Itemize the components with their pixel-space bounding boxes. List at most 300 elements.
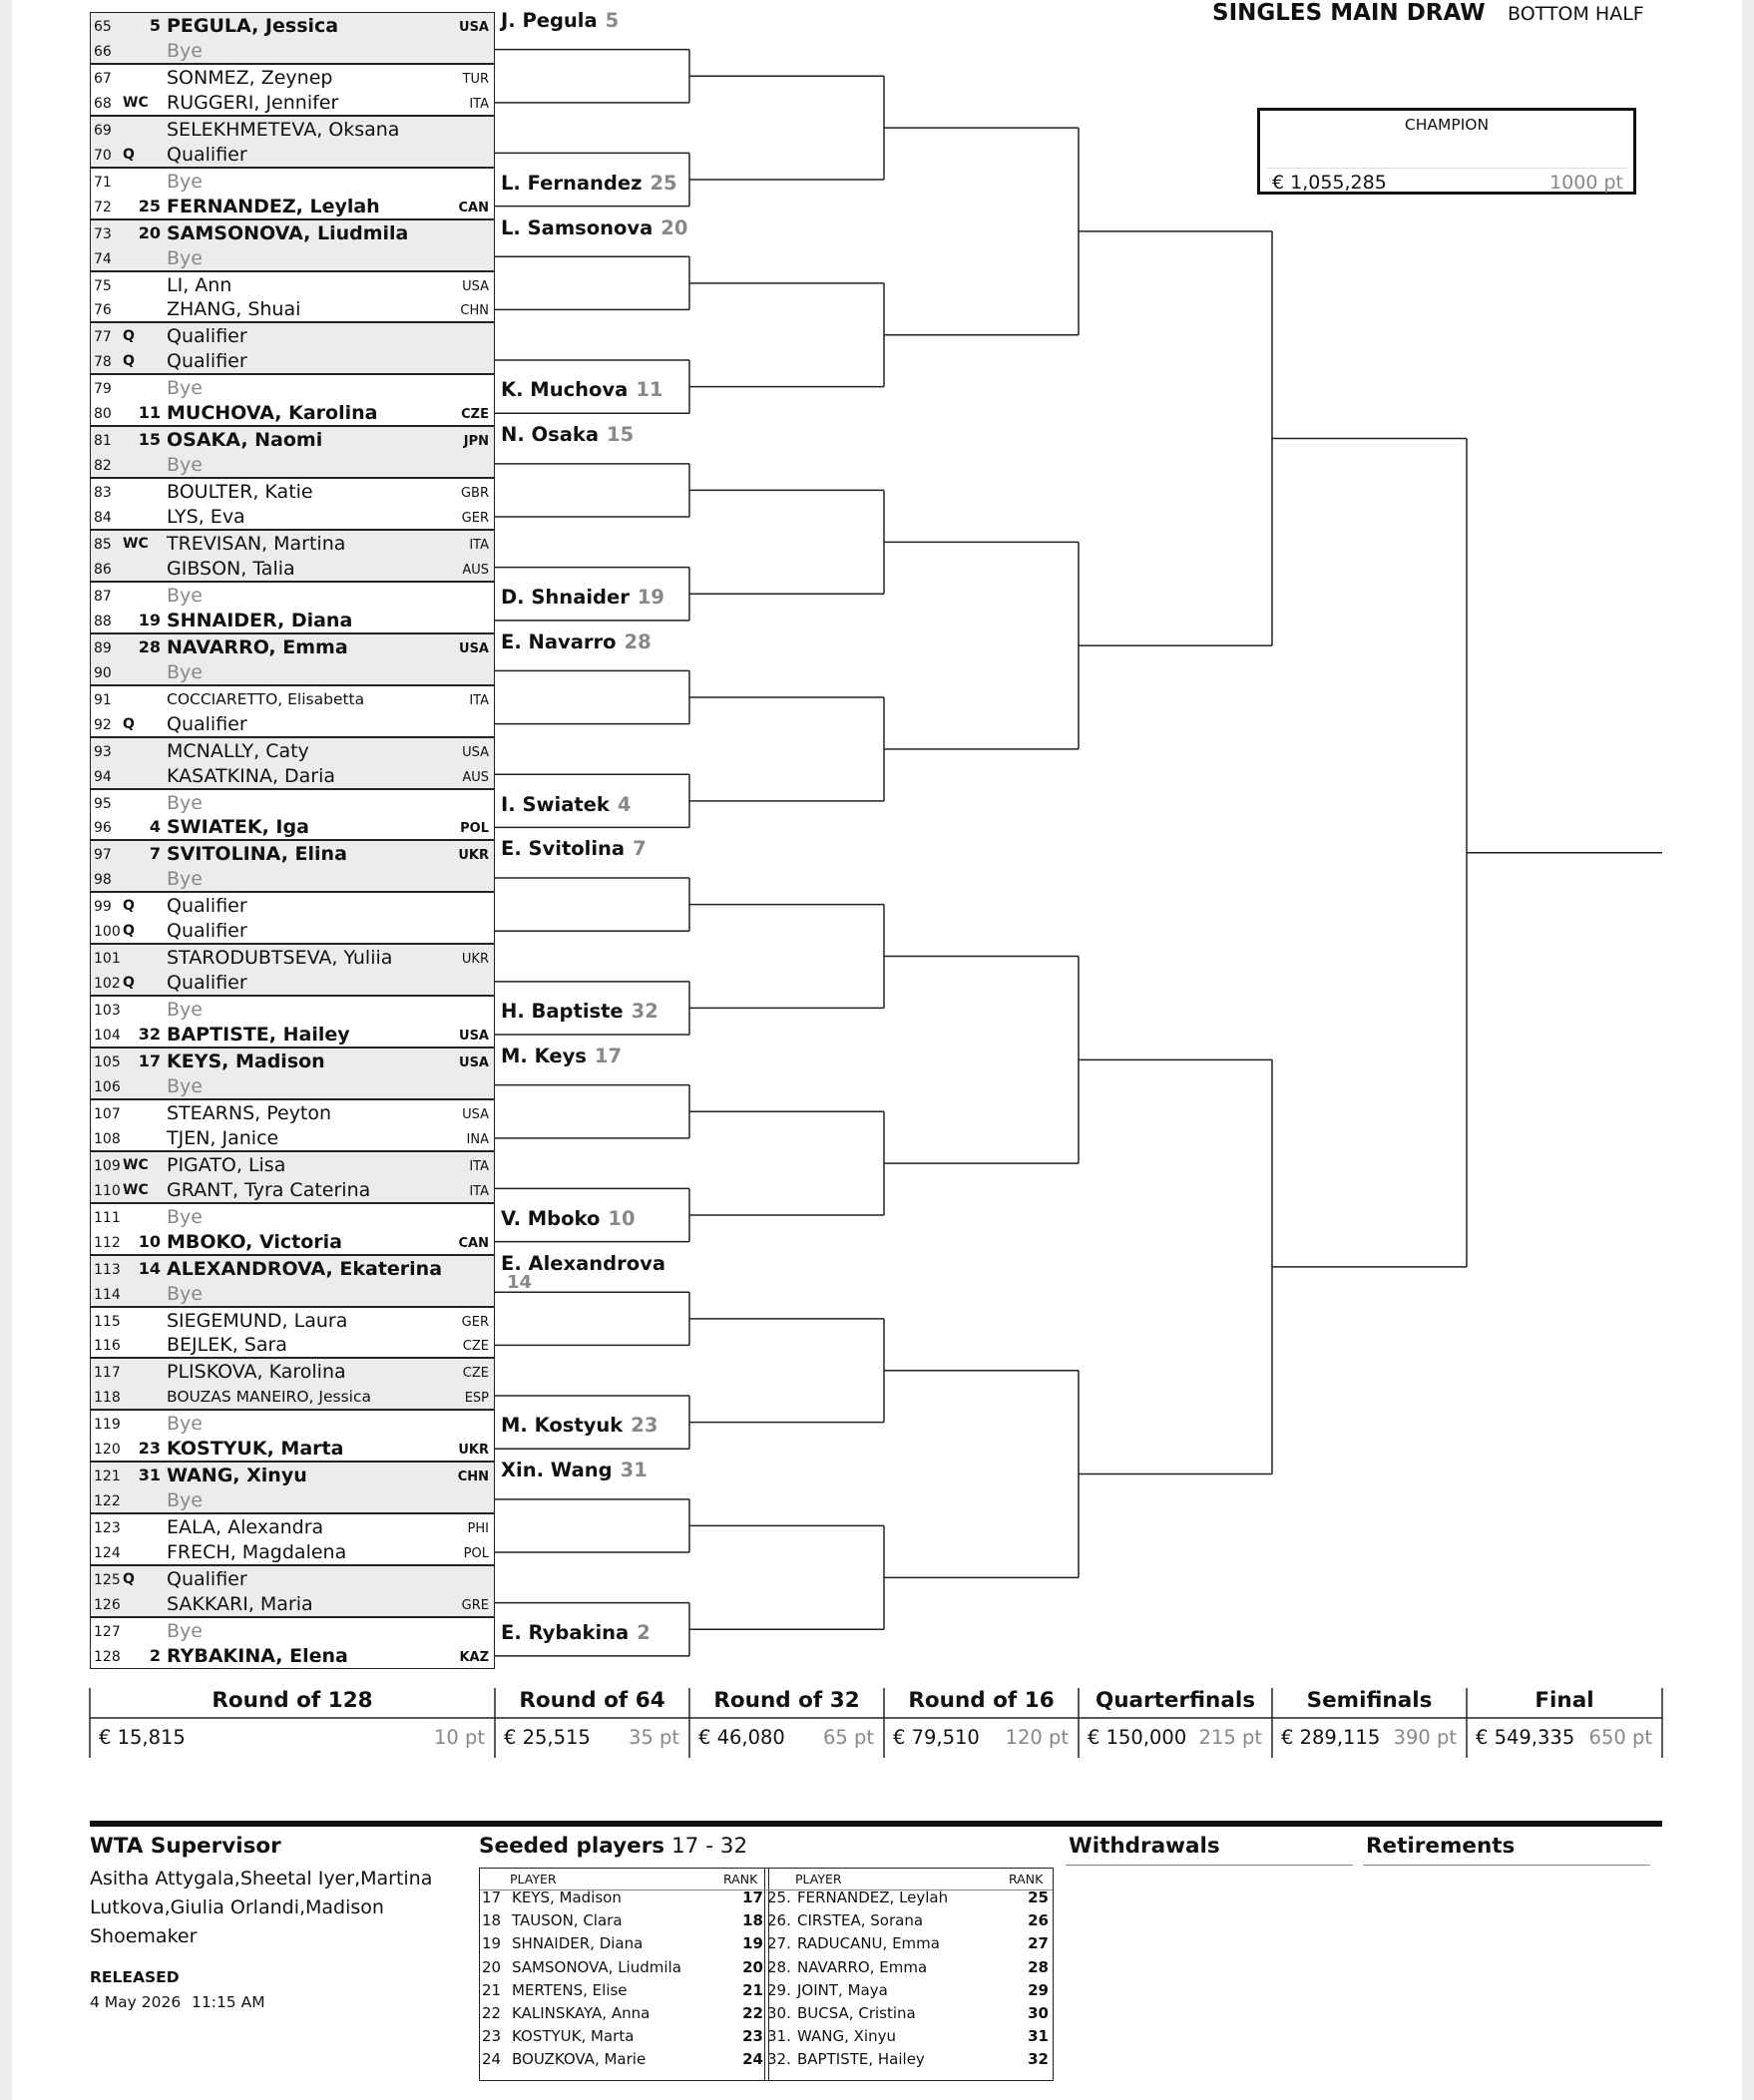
player-name: Bye <box>167 39 203 62</box>
draw-position: 78 <box>94 354 112 371</box>
seed-number: 25 <box>138 196 161 215</box>
champion-prize: € 1,055,285 <box>1272 172 1387 194</box>
advanced-player-name: Xin. Wang <box>501 1459 613 1482</box>
draw-row <box>90 1048 495 1073</box>
player-name: Bye <box>167 868 203 891</box>
advanced-player <box>501 9 619 32</box>
round-points: 215 pt <box>1198 1726 1262 1749</box>
advanced-player-seed: 15 <box>607 423 635 447</box>
seeded-title: Seeded players <box>479 1834 665 1859</box>
draw-row <box>90 1203 495 1229</box>
seed-number: 17 <box>138 1051 161 1070</box>
round-name: Final <box>1535 1688 1594 1713</box>
draw-row <box>90 504 495 530</box>
draw-row <box>90 530 495 556</box>
round-points: 10 pt <box>433 1726 485 1749</box>
country-code: CHN <box>457 1470 489 1485</box>
player-name: KASATKINA, Daria <box>167 764 336 787</box>
advanced-player-name: K. Muchova <box>501 378 629 402</box>
draw-position: 72 <box>94 199 112 215</box>
draw-position: 113 <box>94 1261 121 1278</box>
draw-position: 94 <box>94 768 112 785</box>
country-code: AUS <box>462 769 489 785</box>
draw-row <box>90 1229 495 1255</box>
draw-row <box>90 194 495 219</box>
player-name: TREVISAN, Martina <box>167 533 346 555</box>
seed-number: 31. <box>767 2027 791 2046</box>
seed-rank: 22 <box>742 2004 763 2022</box>
draw-position: 124 <box>94 1545 121 1562</box>
advanced-player <box>501 630 652 653</box>
advanced-player <box>501 1252 665 1293</box>
draw-position: 99 <box>94 899 112 916</box>
country-code: USA <box>462 744 489 760</box>
seed-rank: 26 <box>1028 1911 1049 1930</box>
round-name: Round of 16 <box>908 1688 1055 1713</box>
seed-rank: 24 <box>742 2050 763 2069</box>
advanced-player <box>501 837 647 860</box>
champion-box <box>1257 108 1636 195</box>
seed-player-name: SAMSONOVA, Liudmila <box>512 1957 681 1976</box>
seed-number: 4 <box>149 817 161 837</box>
draw-position: 117 <box>94 1365 121 1382</box>
country-code: POL <box>463 1546 489 1562</box>
advanced-player-name: N. Osaka <box>501 423 599 447</box>
draw-row <box>90 1643 495 1669</box>
draw-position: 121 <box>94 1469 121 1485</box>
withdrawals-rule <box>1066 1865 1353 1866</box>
player-name: MBOKO, Victoria <box>167 1230 342 1253</box>
seed-number: 29. <box>767 1980 791 1999</box>
advanced-player-name: L. Fernandez <box>501 171 643 195</box>
country-code: JPN <box>463 434 489 450</box>
draw-position: 73 <box>94 225 112 242</box>
draw-position: 116 <box>94 1338 121 1355</box>
player-name: MUCHOVA, Karolina <box>167 402 378 425</box>
released-date: 4 May 2026 <box>90 1993 182 2011</box>
round-points: 35 pt <box>628 1726 679 1749</box>
advanced-player <box>501 423 634 446</box>
draw-position: 76 <box>94 302 112 319</box>
seed-number: 23 <box>482 2027 502 2046</box>
round-points: 650 pt <box>1588 1726 1652 1749</box>
player-name: PLISKOVA, Karolina <box>167 1361 346 1384</box>
draw-row <box>90 245 495 271</box>
draw-row <box>90 814 495 840</box>
seed-player-name: RADUCANU, Emma <box>797 1934 940 1953</box>
country-code: ESP <box>464 1391 489 1407</box>
draw-position: 104 <box>94 1028 121 1045</box>
seed-rank: 21 <box>742 1980 763 1999</box>
seed-rank: 19 <box>742 1934 763 1953</box>
draw-row <box>90 1177 495 1203</box>
draw-position: 128 <box>94 1648 121 1665</box>
draw-row <box>90 38 495 64</box>
seeded-players-table <box>479 1868 1054 2081</box>
seed-number: 22 <box>482 2004 502 2022</box>
draw-row <box>90 1565 495 1591</box>
advanced-player-seed: 20 <box>660 215 688 239</box>
advanced-player-name: L. Samsonova <box>501 215 654 239</box>
draw-position: 92 <box>94 716 112 733</box>
draw-row <box>90 789 495 815</box>
advanced-player <box>501 793 631 816</box>
draw-row <box>90 1384 495 1410</box>
advanced-player <box>501 1207 636 1230</box>
seed-player-name: KALINSKAYA, Anna <box>512 2004 651 2022</box>
player-name: BEJLEK, Sara <box>167 1334 287 1357</box>
round-prize: € 289,115 <box>1281 1726 1381 1749</box>
seed-player-name: MERTENS, Elise <box>512 1980 628 1999</box>
draw-row <box>90 1332 495 1358</box>
advanced-player-seed: 19 <box>637 585 664 609</box>
seed-player-name: JOINT, Maya <box>797 1980 888 1999</box>
seed-player-name: BOUZKOVA, Marie <box>512 2050 647 2069</box>
page-subtitle: BOTTOM HALF <box>1508 3 1644 25</box>
draw-row <box>90 1358 495 1384</box>
draw-row <box>90 1307 495 1333</box>
retirements-title: Retirements <box>1366 1834 1516 1859</box>
draw-row <box>90 659 495 685</box>
country-code: USA <box>462 278 489 294</box>
advanced-player-name: M. Keys <box>501 1045 587 1067</box>
draw-row <box>90 1591 495 1617</box>
draw-row <box>90 426 495 452</box>
player-name: Qualifier <box>167 712 247 735</box>
player-name: SIEGEMUND, Laura <box>167 1309 348 1332</box>
draw-row <box>90 1022 495 1048</box>
entry-type: WC <box>123 94 149 111</box>
round-prize: € 79,510 <box>893 1726 980 1749</box>
draw-position: 86 <box>94 561 112 578</box>
seed-number: 23 <box>138 1439 161 1459</box>
player-name: SVITOLINA, Elina <box>167 843 347 866</box>
seed-divider <box>768 1869 769 2080</box>
draw-position: 74 <box>94 250 112 267</box>
country-code: USA <box>459 640 489 656</box>
player-name: SONMEZ, Zeynep <box>167 66 333 89</box>
draw-row <box>90 556 495 582</box>
round-prize: € 150,000 <box>1088 1726 1187 1749</box>
advanced-player-seed: 17 <box>594 1045 623 1067</box>
draw-row <box>90 1281 495 1307</box>
draw-position: 106 <box>94 1078 121 1095</box>
country-code: ITA <box>469 96 489 112</box>
player-name: BOULTER, Katie <box>167 481 313 504</box>
draw-row <box>90 1513 495 1539</box>
advanced-player-name: E. Svitolina <box>501 837 626 861</box>
advanced-player-seed: 2 <box>637 1620 651 1644</box>
draw-position: 98 <box>94 872 112 889</box>
player-name: ALEXANDROVA, Ekaterina <box>167 1257 443 1280</box>
round-prize: € 549,335 <box>1476 1726 1575 1749</box>
country-code: POL <box>460 821 489 837</box>
seed-col-player: PLAYER <box>795 1872 842 1887</box>
draw-position: 90 <box>94 664 112 681</box>
country-code: USA <box>459 1029 489 1045</box>
player-name: Bye <box>167 1413 203 1436</box>
player-name: GRANT, Tyra Caterina <box>167 1178 371 1201</box>
player-name: Bye <box>167 1282 203 1305</box>
player-name: MCNALLY, Caty <box>167 739 309 762</box>
seed-number: 19 <box>138 610 161 630</box>
draw-row <box>90 1151 495 1177</box>
country-code: CZE <box>462 1366 489 1382</box>
draw-row <box>90 1539 495 1565</box>
draw-row <box>90 608 495 633</box>
champion-divider <box>1266 168 1627 169</box>
draw-position: 127 <box>94 1623 121 1640</box>
player-name: OSAKA, Naomi <box>167 429 323 452</box>
seed-number: 10 <box>138 1231 161 1251</box>
seed-rank: 31 <box>1028 2027 1049 2046</box>
draw-position: 81 <box>94 433 112 450</box>
draw-row <box>90 918 495 944</box>
draw-position: 82 <box>94 458 112 475</box>
seed-rank: 23 <box>742 2027 763 2046</box>
seed-rank: 28 <box>1028 1957 1049 1976</box>
released-time: 11:15 AM <box>192 1993 265 2011</box>
entry-type: Q <box>123 353 135 370</box>
draw-position: 83 <box>94 485 112 502</box>
draw-position: 109 <box>94 1157 121 1174</box>
seed-number: 21 <box>482 1980 502 1999</box>
advanced-player <box>501 378 662 401</box>
advanced-player-seed: 28 <box>624 630 652 653</box>
entry-type: WC <box>123 1156 149 1173</box>
seed-number: 30. <box>767 2004 791 2022</box>
draw-row <box>90 271 495 297</box>
seed-player-name: NAVARRO, Emma <box>797 1957 928 1976</box>
seed-col-rank: RANK <box>1009 1872 1044 1887</box>
advanced-player-name: V. Mboko <box>501 1206 601 1230</box>
draw-row <box>90 1073 495 1099</box>
country-code: AUS <box>462 562 489 578</box>
country-code: PHI <box>467 1521 489 1537</box>
draw-row <box>90 1410 495 1436</box>
draw-row <box>90 478 495 504</box>
player-name: KOSTYUK, Marta <box>167 1438 344 1461</box>
advanced-player-name: J. Pegula <box>501 9 598 32</box>
player-name: Qualifier <box>167 972 247 995</box>
withdrawals-title: Withdrawals <box>1069 1834 1220 1859</box>
advanced-player-seed: 11 <box>636 378 663 402</box>
draw-row <box>90 64 495 90</box>
draw-position: 65 <box>94 19 112 35</box>
player-name: Bye <box>167 1074 203 1097</box>
player-name: SWIATEK, Iga <box>167 816 309 839</box>
seed-rank: 25 <box>1028 1889 1049 1906</box>
player-name: SAKKARI, Maria <box>167 1592 313 1615</box>
entry-type: Q <box>123 715 135 732</box>
player-name: NAVARRO, Emma <box>167 635 348 658</box>
advanced-player <box>501 216 687 239</box>
supervisor-title: WTA Supervisor <box>90 1834 281 1859</box>
seed-player-name: CIRSTEA, Sorana <box>797 1911 924 1930</box>
draw-row <box>90 996 495 1022</box>
advanced-player-seed: 10 <box>608 1206 636 1230</box>
player-name: Bye <box>167 454 203 477</box>
draw-position: 96 <box>94 820 112 837</box>
round-name: Round of 32 <box>713 1688 860 1713</box>
country-code: CAN <box>458 200 489 215</box>
entry-type: Q <box>123 923 135 940</box>
seed-player-name: WANG, Xinyu <box>797 2027 896 2046</box>
advanced-player-name: D. Shnaider <box>501 585 630 609</box>
seed-rank: 18 <box>742 1911 763 1930</box>
draw-row <box>90 219 495 245</box>
draw-position: 97 <box>94 847 112 864</box>
seed-number: 7 <box>149 844 161 864</box>
draw-position: 67 <box>94 70 112 87</box>
seeded-range: 17 - 32 <box>671 1834 748 1859</box>
draw-row <box>90 763 495 789</box>
player-name: Bye <box>167 1205 203 1228</box>
advanced-player-name: M. Kostyuk <box>501 1414 624 1438</box>
draw-row <box>90 970 495 996</box>
draw-position: 120 <box>94 1442 121 1459</box>
draw-row <box>90 1255 495 1281</box>
draw-position: 80 <box>94 406 112 423</box>
player-name: SHNAIDER, Diana <box>167 609 353 631</box>
round-prize: € 46,080 <box>698 1726 785 1749</box>
retirements-rule <box>1363 1865 1650 1866</box>
seed-number: 32 <box>138 1025 161 1045</box>
draw-row <box>90 1617 495 1643</box>
draw-position: 118 <box>94 1390 121 1407</box>
entry-type: WC <box>123 536 149 552</box>
seed-rank: 20 <box>742 1957 763 1976</box>
seed-number: 15 <box>138 430 161 450</box>
draw-position: 91 <box>94 691 112 708</box>
advanced-player-seed: 4 <box>617 792 632 816</box>
player-name: Bye <box>167 1619 203 1642</box>
seed-number: 19 <box>482 1934 502 1953</box>
draw-position: 122 <box>94 1493 121 1510</box>
country-code: GRE <box>461 1597 489 1613</box>
draw-row <box>90 840 495 866</box>
player-name: Qualifier <box>167 1568 247 1590</box>
advanced-player-seed: 5 <box>605 9 620 32</box>
seed-rank: 17 <box>742 1889 763 1906</box>
round-points: 120 pt <box>1005 1726 1069 1749</box>
entry-type: Q <box>123 1571 135 1587</box>
country-code: GER <box>461 511 489 527</box>
player-name: PEGULA, Jessica <box>167 15 339 37</box>
draw-position: 77 <box>94 329 112 346</box>
entry-type: Q <box>123 328 135 345</box>
draw-position: 103 <box>94 1003 121 1020</box>
draw-position: 110 <box>94 1182 121 1199</box>
player-name: Bye <box>167 377 203 400</box>
country-code: UKR <box>458 1443 489 1459</box>
advanced-player <box>501 1459 648 1481</box>
draw-row <box>90 452 495 478</box>
player-name: FERNANDEZ, Leylah <box>167 195 380 217</box>
draw-position: 115 <box>94 1313 121 1330</box>
player-name: STEARNS, Peyton <box>167 1101 332 1124</box>
seed-number: 32. <box>767 2050 791 2069</box>
advanced-player-seed: 7 <box>633 837 647 861</box>
draw-position: 125 <box>94 1572 121 1588</box>
seed-number: 26. <box>767 1911 791 1930</box>
draw-position: 66 <box>94 43 112 60</box>
player-name: Qualifier <box>167 895 247 918</box>
player-name: Bye <box>167 170 203 193</box>
player-name: Bye <box>167 791 203 814</box>
draw-row <box>90 90 495 116</box>
seed-number: 17 <box>482 1889 502 1906</box>
seed-player-name: KOSTYUK, Marta <box>512 2027 635 2046</box>
round-points: 65 pt <box>822 1726 874 1749</box>
draw-position: 107 <box>94 1105 121 1122</box>
advanced-player-name: E. Alexandrova <box>501 1251 665 1275</box>
round-name: Semifinals <box>1306 1688 1433 1713</box>
seed-number: 28 <box>138 636 161 656</box>
country-code: USA <box>462 1106 489 1122</box>
player-name: EALA, Alexandra <box>167 1516 324 1539</box>
seed-rank: 30 <box>1028 2004 1049 2022</box>
draw-row <box>90 892 495 918</box>
seed-rank: 27 <box>1028 1934 1049 1953</box>
round-name: Round of 64 <box>519 1688 665 1713</box>
player-name: Qualifier <box>167 143 247 166</box>
seed-number: 2 <box>149 1645 161 1665</box>
draw-position: 112 <box>94 1234 121 1251</box>
player-name: KEYS, Madison <box>167 1050 325 1072</box>
seed-number: 31 <box>138 1466 161 1485</box>
player-name: SELEKHMETEVA, Oksana <box>167 118 400 141</box>
player-name: STARODUBTSEVA, Yuliia <box>167 947 393 970</box>
advanced-player-seed: 14 <box>507 1271 533 1293</box>
draw-row <box>90 582 495 608</box>
draw-row <box>90 142 495 168</box>
player-name: BAPTISTE, Hailey <box>167 1024 350 1047</box>
advanced-player <box>501 1000 658 1023</box>
draw-position: 75 <box>94 277 112 294</box>
player-name: LYS, Eva <box>167 506 245 529</box>
advanced-player <box>501 172 677 195</box>
supervisor-line-2: Lutkova,Giulia Orlandi,Madison <box>90 1896 384 1918</box>
draw-position: 87 <box>94 588 112 605</box>
country-code: USA <box>459 20 489 35</box>
seed-number: 25. <box>767 1889 791 1906</box>
draw-row <box>90 1436 495 1462</box>
round-name: Quarterfinals <box>1095 1688 1256 1713</box>
draw-row <box>90 374 495 400</box>
draw-position: 85 <box>94 537 112 553</box>
country-code: KAZ <box>459 1649 489 1665</box>
draw-position: 79 <box>94 381 112 398</box>
advanced-player-seed: 25 <box>650 171 677 195</box>
country-code: USA <box>459 1055 489 1070</box>
country-code: CHN <box>460 303 489 319</box>
draw-row <box>90 400 495 426</box>
seed-number: 14 <box>138 1258 161 1278</box>
player-name: Qualifier <box>167 350 247 373</box>
draw-position: 93 <box>94 743 112 760</box>
draw-row <box>90 116 495 142</box>
country-code: ITA <box>469 538 489 553</box>
seed-col-rank: RANK <box>723 1872 758 1887</box>
advanced-player <box>501 1414 658 1437</box>
advanced-player <box>501 1621 651 1644</box>
player-name: RUGGERI, Jennifer <box>167 91 339 114</box>
player-name: COCCIARETTO, Elisabetta <box>167 689 365 708</box>
country-code: CAN <box>458 1235 489 1251</box>
seed-player-name: BUCSA, Cristina <box>797 2004 916 2022</box>
draw-position: 108 <box>94 1130 121 1147</box>
